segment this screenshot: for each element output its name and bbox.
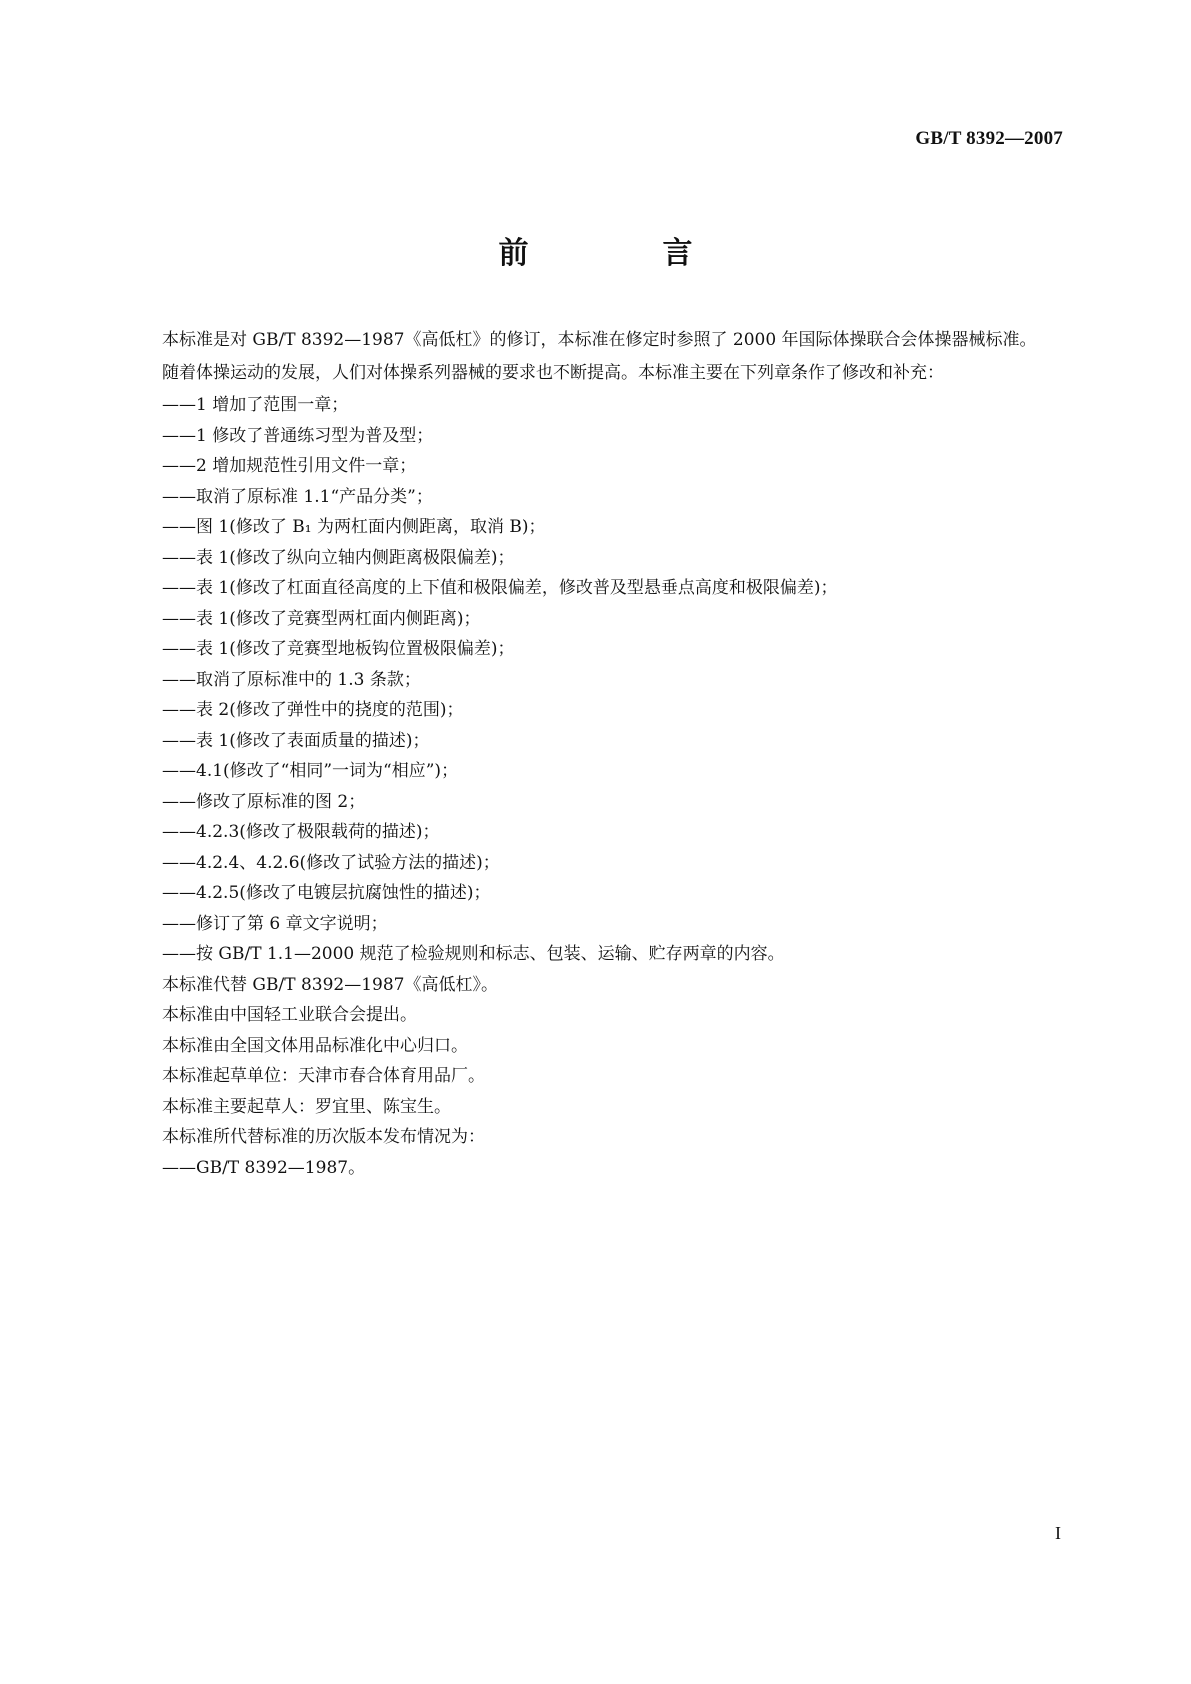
intro-paragraph-1: 本标准是对 GB/T 8392—1987《高低杠》的修订，本标准在修定时参照了 2000 年国际体操联合会体操器械标准。 <box>162 330 1037 350</box>
list-item: ——表 1(修改了纵向立轴内侧距离极限偏差)； <box>162 547 515 568</box>
list-item: ——4.2.3(修改了极限载荷的描述)； <box>162 822 440 842</box>
standard-code: GB/T 8392—2007 <box>915 128 1063 149</box>
closing-line: 本标准起草单位：天津市春合体育用品厂。 <box>162 1066 485 1086</box>
list-item: ——2 增加规范性引用文件一章； <box>162 456 417 476</box>
list-item: ——4.2.4、4.2.6(修改了试验方法的描述)； <box>162 852 500 873</box>
list-item: ——表 1(修改了竞赛型地板钩位置极限偏差)； <box>162 639 515 659</box>
list-item: ——取消了原标准中的 1.3 条款； <box>162 669 421 690</box>
list-item: ——表 1(修改了竞赛型两杠面内侧距离)； <box>162 608 481 629</box>
list-item: ——4.2.5(修改了电镀层抗腐蚀性的描述)； <box>162 883 491 903</box>
list-item: ——修订了第 6 章文字说明； <box>162 913 388 934</box>
document-body <box>128 325 1062 1183</box>
list-item: ——表 1(修改了表面质量的描述)； <box>162 730 430 751</box>
list-item: ——1 修改了普通练习型为普及型； <box>162 425 434 446</box>
closing-statements <box>128 970 1062 1184</box>
closing-line: 本标准由中国轻工业联合会提出。 <box>162 1005 417 1025</box>
list-item: ——修改了原标准的图 2； <box>162 791 366 812</box>
list-item: ——1 增加了范围一章； <box>162 395 349 415</box>
closing-line: 本标准由全国文体用品标准化中心归口。 <box>162 1035 468 1056</box>
list-item: ——表 1(修改了杠面直径高度的上下值和极限偏差，修改普及型悬垂点高度和极限偏差)； <box>162 578 838 598</box>
closing-line: 本标准主要起草人：罗宜里、陈宝生。 <box>162 1096 451 1117</box>
closing-line: 本标准代替 GB/T 8392—1987《高低杠》。 <box>162 974 498 995</box>
page-number: I <box>1055 1523 1061 1543</box>
list-item: ——按 GB/T 1.1—2000 规范了检验规则和标志、包装、运输、贮存两章的内容。 <box>162 944 785 964</box>
list-item: ——取消了原标准 1.1“产品分类”； <box>162 486 433 507</box>
list-item: ——表 2(修改了弹性中的挠度的范围)； <box>162 700 464 720</box>
intro-paragraph-2: 随着体操运动的发展，人们对体操系列器械的要求也不断提高。本标准主要在下列章条作了修改和补充： <box>162 362 944 383</box>
list-item: ——图 1(修改了 B₁ 为两杠面内侧距离，取消 B)； <box>162 517 546 537</box>
list-item: ——4.1(修改了“相同”一词为“相应”)； <box>162 761 459 781</box>
page-title: 前 言 <box>498 236 745 271</box>
closing-line: 本标准所代替标准的历次版本发布情况为： <box>162 1127 485 1147</box>
list-item: ——GB/T 8392—1987。 <box>162 1157 366 1178</box>
changes-list <box>128 390 1062 970</box>
